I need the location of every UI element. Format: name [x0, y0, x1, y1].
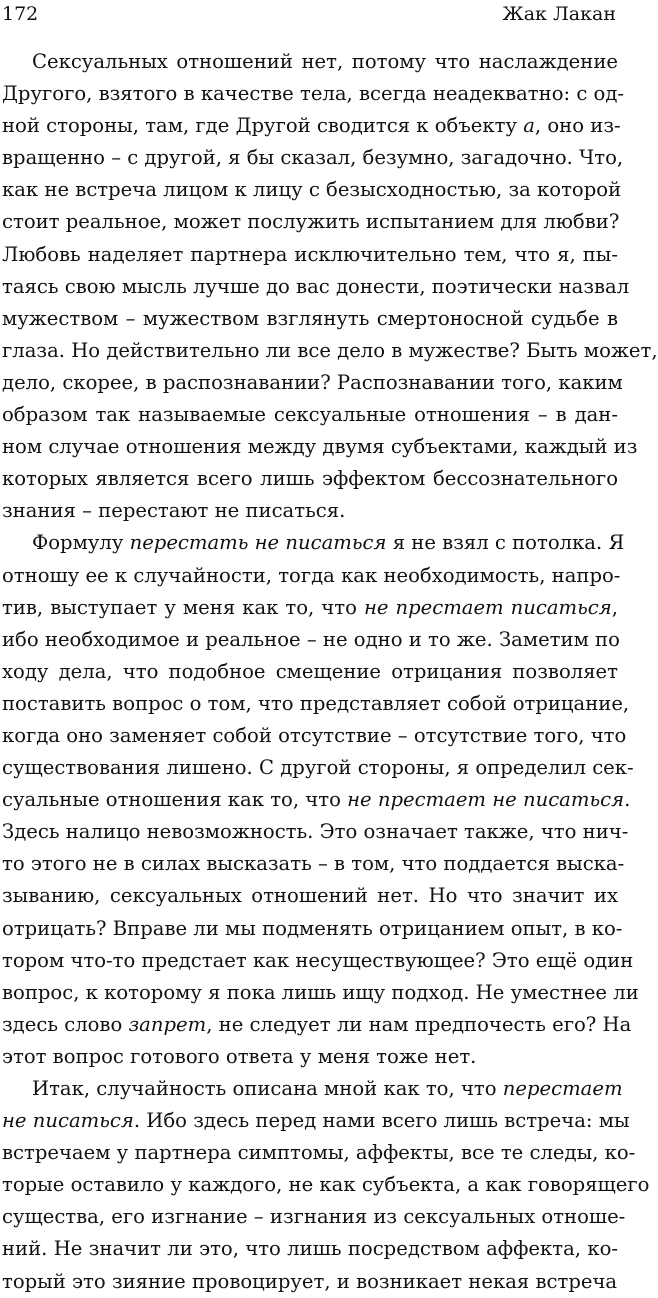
text-segment: знания – перестают не писаться. — [2, 499, 346, 523]
paragraph — [2, 1073, 650, 1298]
text-line — [2, 592, 618, 624]
text-line — [2, 945, 634, 977]
text-segment: существа, его изгнание – изгнания из сексуальных отноше- — [2, 1205, 626, 1229]
text-segment: вращенно – с другой, я бы сказал, безумно, загадочно. Что, — [2, 146, 624, 170]
text-segment: тив, выступает у меня как то, что — [2, 595, 364, 619]
page-number: 172 — [2, 3, 39, 25]
text-segment: этот вопрос готового ответа у меня тоже нет. — [2, 1044, 477, 1068]
text-line — [2, 1073, 623, 1105]
text-line — [2, 463, 618, 495]
text-segment: Другого, взятого в качестве тела, всегда неадекватно: с од- — [2, 82, 625, 106]
text-line — [2, 174, 622, 206]
text-segment: торые оставило у каждого, не как субъекта, а как говорящего — [2, 1173, 650, 1197]
text-line — [2, 206, 618, 238]
text-segment: Сексуальных отношений нет, потому что наслаждение — [32, 50, 618, 73]
text-segment: встречаем у партнера симптомы, аффекты, все те следы, ко- — [2, 1141, 636, 1165]
italic-text: перестает — [502, 1077, 623, 1100]
text-line — [2, 527, 625, 559]
italic-text: запрет — [128, 1012, 207, 1036]
italic-text: перестать не писаться — [129, 531, 387, 555]
text-segment: которых является всего лишь эффектом бессознательного — [2, 467, 618, 491]
text-line — [2, 1201, 626, 1233]
text-line — [2, 495, 618, 527]
text-line — [2, 110, 621, 142]
text-segment: отрицать? Вправе ли мы подменять отрицанием опыт, в ко- — [2, 916, 623, 940]
text-line — [2, 1009, 632, 1041]
text-line — [2, 913, 623, 945]
italic-text: не писаться — [2, 1109, 134, 1133]
text-line — [2, 816, 629, 848]
text-segment: . — [624, 788, 631, 812]
italic-text: а — [523, 114, 535, 138]
text-segment: мужеством – мужеством взглянуть смертоносной судьбе в — [2, 306, 618, 330]
text-segment: отношу ее к случайности, тогда как необходимость, напро- — [2, 563, 621, 587]
text-line — [2, 784, 631, 816]
text-line — [2, 142, 624, 174]
text-line — [2, 880, 618, 912]
text-segment: вопрос, к которому я пока лишь ищу подход. Не уместнее ли — [2, 980, 639, 1004]
text-segment: дело, скорее, в распознавании? Распознавании того, каким — [2, 370, 623, 394]
page-header — [0, 0, 620, 36]
text-segment: ном случае отношения между двумя субъектами, каждый из — [2, 435, 638, 459]
text-line — [2, 239, 618, 271]
text-line — [2, 560, 621, 592]
body-text — [2, 46, 658, 1298]
text-segment: ибо необходимое и реальное – не одно и то же. Заметим по — [2, 627, 620, 651]
text-line — [2, 848, 625, 880]
text-line — [2, 1137, 636, 1169]
text-segment: тором что-то предстает как несуществующее? Это ещё один — [2, 948, 634, 972]
text-segment: поставить вопрос о том, что представляет собой отрицание, — [2, 691, 630, 715]
text-line — [2, 1041, 618, 1073]
text-segment: , — [611, 595, 618, 619]
paragraph — [2, 46, 658, 527]
text-segment: Итак, случайность описана мной как то, что — [32, 1077, 503, 1100]
text-segment: зыванию, сексуальных отношений нет. Но что значит их — [2, 884, 618, 908]
text-segment: когда оно заменяет собой отсутствие – отсутствие того, что — [2, 723, 627, 747]
text-line — [2, 46, 618, 78]
text-line — [2, 720, 627, 752]
text-line — [2, 78, 625, 110]
text-segment: ний. Не значит ли это, что лишь посредством аффекта, ко- — [2, 1237, 618, 1261]
text-segment: . Ибо здесь перед нами всего лишь встреча: мы — [133, 1109, 630, 1133]
text-segment: , оно из- — [534, 114, 621, 138]
text-segment: ходу дела, что подобное смещение отрицания позволяет — [2, 659, 618, 683]
running-head: Жак Лакан — [502, 3, 616, 25]
text-segment: как не встреча лицом к лицу с безысходностью, за которой — [2, 178, 622, 202]
text-line — [2, 303, 618, 335]
text-segment: суальные отношения как то, что — [2, 788, 348, 812]
paragraph — [2, 527, 639, 1073]
text-segment: я не взял с потолка. Я — [386, 531, 625, 555]
text-segment: таясь свою мысль лучше до вас донести, поэтически назвал — [2, 274, 630, 298]
text-segment: , не следует ли нам предпочесть его? На — [206, 1012, 632, 1036]
text-line — [2, 431, 638, 463]
text-line — [2, 624, 618, 656]
text-line — [2, 271, 630, 303]
text-line — [2, 688, 630, 720]
text-segment: Здесь налицо невозможность. Это означает также, что нич- — [2, 820, 629, 844]
text-segment: Формулу — [32, 531, 130, 555]
italic-text: не престает не писаться — [347, 788, 625, 812]
text-segment: образом так называемые сексуальные отношения – в дан- — [2, 403, 618, 427]
text-line — [2, 1266, 618, 1298]
text-segment: то этого не в силах высказать – в том, что поддается выска- — [2, 852, 625, 876]
text-segment: существования лишено. С другой стороны, я определил сек- — [2, 756, 634, 780]
text-line — [2, 367, 623, 399]
text-segment: ной стороны, там, где Другой сводится к объекту — [2, 114, 524, 138]
text-line — [2, 399, 618, 431]
text-line — [2, 656, 618, 688]
text-segment: Любовь наделяет партнера исключительно тем, что я, пы- — [2, 242, 618, 266]
text-line — [2, 977, 639, 1009]
text-line — [2, 752, 634, 784]
text-segment: торый это зияние провоцирует, и возникает некая встреча — [2, 1269, 618, 1293]
text-segment: здесь слово — [2, 1012, 129, 1036]
italic-text: не престает писаться — [363, 595, 612, 619]
text-line — [2, 1169, 650, 1201]
text-line — [2, 1105, 630, 1137]
text-line — [2, 1233, 618, 1265]
text-line — [2, 335, 658, 367]
text-segment: глаза. Но действительно ли все дело в мужестве? Быть может, — [2, 338, 658, 362]
text-segment: стоит реальное, может послужить испытанием для любви? — [2, 210, 620, 234]
